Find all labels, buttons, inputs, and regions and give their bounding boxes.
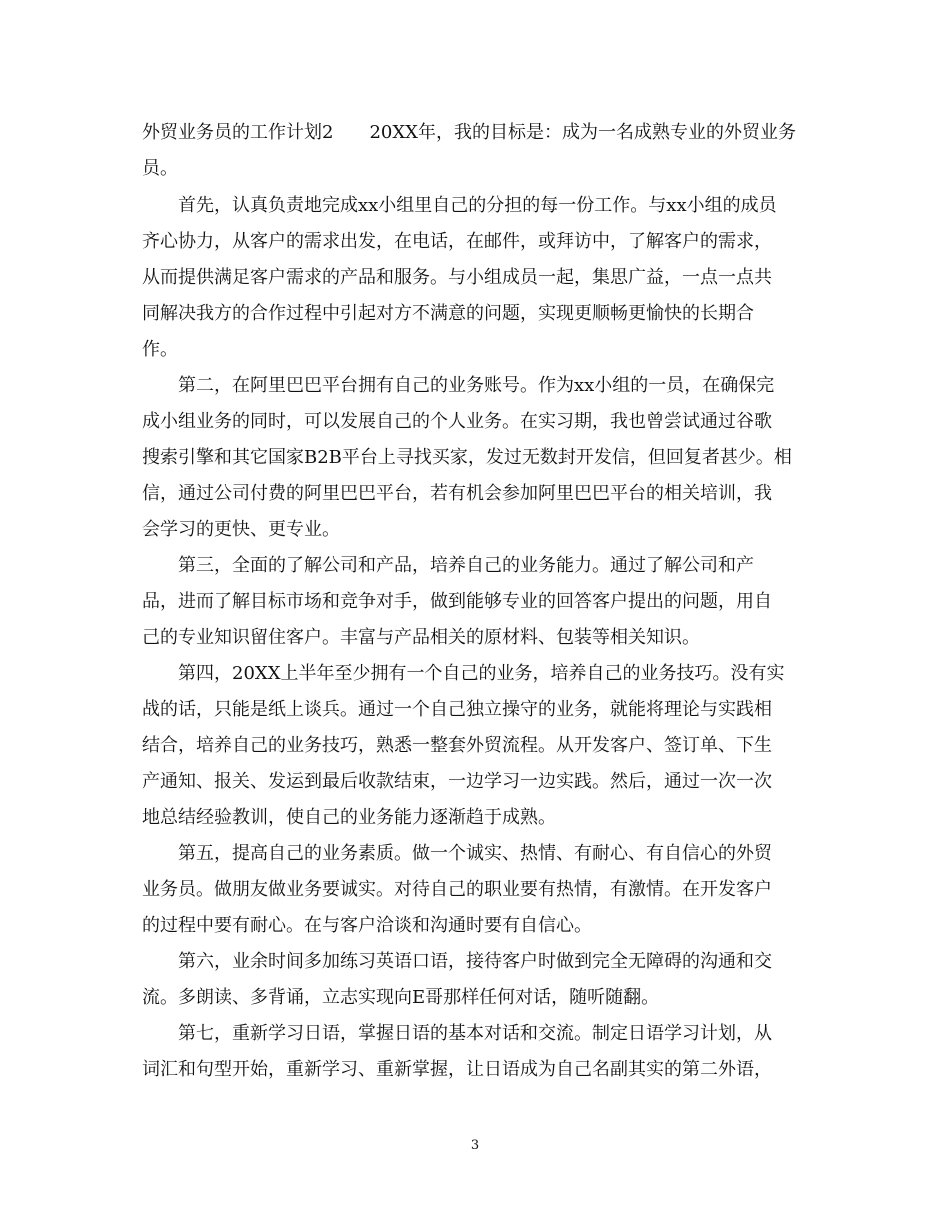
text-line: 从而提供满足客户需求的产品和服务。与小组成员一起，集思广益，一点一点共	[142, 267, 772, 288]
text-line: 成小组业务的同时，可以发展自己的个人业务。在实习期，我也曾尝试通过谷歌	[142, 411, 772, 432]
text-line: 的过程中要有耐心。在与客户洽谈和沟通时要有自信心。	[142, 915, 592, 936]
text-line: 结合，培养自己的业务技巧，熟悉一整套外贸流程。从开发客户、签订单、下生	[142, 735, 772, 756]
text-line: 流。多朗读、多背诵，立志实现向E哥那样任何对话，随听随翻。	[142, 987, 660, 1008]
paragraph-first-line: 第三，全面的了解公司和产品，培养自己的业务能力。通过了解公司和产	[178, 555, 754, 576]
text-line: 信，通过公司付费的阿里巴巴平台，若有机会参加阿里巴巴平台的相关培训，我	[142, 483, 772, 504]
text-line: 产通知、报关、发运到最后收款结束，一边学习一边实践。然后，通过一次一次	[142, 771, 772, 792]
text-line: 作。	[142, 339, 178, 360]
text-line: 业务员。做朋友做业务要诚实。对待自己的职业要有热情，有激情。在开发客户	[142, 879, 772, 900]
text-line: 搜索引擎和其它国家B2B平台上寻找买家，发过无数封开发信，但回复者甚少。相	[142, 447, 792, 468]
text-line: 己的专业知识留住客户。丰富与产品相关的原材料、包装等相关知识。	[142, 627, 700, 648]
page-number: 3	[470, 1138, 480, 1153]
text-line: 会学习的更快、更专业。	[142, 519, 340, 540]
paragraph-first-line: 第七，重新学习日语，掌握日语的基本对话和交流。制定日语学习计划，从	[178, 1023, 772, 1044]
paragraph-first-line: 首先，认真负责地完成xx小组里自己的分担的每一份工作。与xx小组的成员	[178, 195, 777, 216]
text-line: 同解决我方的合作过程中引起对方不满意的问题，实现更顺畅更愉快的长期合	[142, 303, 754, 324]
text-line: 齐心协力，从客户的需求出发，在电话，在邮件，或拜访中，了解客户的需求，	[142, 231, 772, 252]
paragraph-first-line: 第六，业余时间多加练习英语口语，接待客户时做到完全无障碍的沟通和交	[178, 951, 772, 972]
text-line: 词汇和句型开始，重新学习、重新掌握，让日语成为自己名副其实的第二外语，	[142, 1059, 772, 1080]
text-line: 品，进而了解目标市场和竞争对手，做到能够专业的回答客户提出的问题，用自	[142, 591, 772, 612]
text-line: 员。	[142, 158, 178, 179]
paragraph-first-line: 第二，在阿里巴巴平台拥有自己的业务账号。作为xx小组的一员，在确保完	[178, 375, 775, 396]
text-line: 地总结经验教训，使自己的业务能力逐渐趋于成熟。	[142, 807, 556, 828]
text-line: 战的话，只能是纸上谈兵。通过一个自己独立操守的业务，就能将理论与实践相	[142, 699, 772, 720]
paragraph-first-line: 第四，20XX上半年至少拥有一个自己的业务，培养自己的业务技巧。没有实	[178, 663, 785, 684]
paragraph-first-line: 第五，提高自己的业务素质。做一个诚实、热情、有耐心、有自信心的外贸	[178, 843, 772, 864]
text-line: 外贸业务员的工作计划2 20XX年，我的目标是：成为一名成熟专业的外贸业务	[142, 122, 796, 143]
